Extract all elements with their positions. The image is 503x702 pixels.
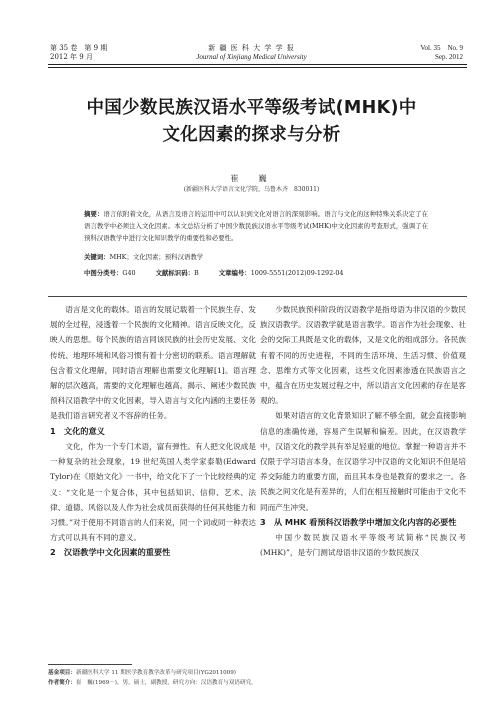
- journal-name-cn: 新 疆 医 科 大 学 学 报: [208, 44, 295, 52]
- author-bio-footnote: [48, 679, 468, 687]
- doc-code-value: B: [193, 269, 199, 277]
- body-paragraph: 中国少数民族汉语水平等级考试简称“民族汉考(MHK)”，是专门测试母语非汉语的少数民族汉: [260, 533, 466, 558]
- abstract-text: 语言依附着文化，从语言及语言的运用中可以认识到文化对语言的深刻影响。语言与文化的这种特殊关系决定了在语言教学中必须注入文化因素。本文总结分析了中国少数民族汉语水平等级考试(MHK)中文化因素的考查形式，强调了在预科汉语教学中进行文化知识教学的重要性和必要性。: [84, 210, 429, 242]
- body-paragraph: 语言是文化的载体。语言的发展记载着一个民族生存、发展的全过程，浸透着一个民族的文化精神。语言反映文化，反映人的思想。每个民族的语言同该民族的社会历史发展、文化传统、地理环境和风俗习惯有着十分密切的联系。语言理解就包含着文化理解，同时语言理解也需要文化理解[1]。语言理解的层次越高，需要的文化理解也越高。揭示、阐述少数民族预科汉语教学中的文化因素，导入语言与文化内涵的主要任务是我们语言研究者义不容辞的任务。: [50, 305, 256, 421]
- document-code: [156, 269, 199, 277]
- volume-issue-en: Vol. 35 No. 9: [420, 44, 463, 52]
- header-right: [420, 44, 463, 62]
- header-rule-thick: [48, 64, 467, 65]
- date-en: Sep. 2012: [435, 53, 463, 61]
- article-title: [0, 95, 503, 149]
- abstract: [84, 208, 428, 244]
- fund-label: 基金项目：: [48, 670, 76, 676]
- bio-label: 作者简介：: [48, 680, 76, 686]
- section-heading-1: 1 文化的意义: [50, 425, 105, 436]
- keywords-text: MHK；文化因素；预科汉语教学: [109, 253, 204, 261]
- volume-issue-cn: 第 35 卷 第 9 期: [50, 44, 108, 52]
- running-header: [0, 0, 503, 74]
- clc-value: G40: [122, 269, 136, 277]
- body-paragraph: 少数民族预科阶段的汉语教学是指母语为非汉语的少数民族汉语教学。汉语教学就是语言教学。语言作为社会现象、社会的交际工具既是文化的载体，又是文化的组成部分。各民族有着不同的历史进程，不同的生活环境、生活习惯、价值观念、思维方式等文化因素，这些文化因素渗透在民族语言之中，蕴含在历史发展过程之中，所以语言文化因素的存在是客观的。: [260, 305, 466, 406]
- clc-code: [84, 269, 136, 277]
- date-cn: 2012 年 9 月: [50, 53, 93, 61]
- classification-line: [84, 268, 428, 277]
- title-line-1: 中国少数民族汉语水平等级考试(MHK)中: [86, 98, 417, 118]
- fund-text: 新疆医科大学 11 期医学教育教学改革与研究项目(YG2011009): [75, 670, 236, 676]
- right-column: [260, 302, 466, 561]
- section-heading-2: 2 汉语教学中文化因素的重要性: [50, 547, 171, 558]
- article-no-value: 1009-5551(2012)09-1292-04: [250, 269, 344, 277]
- author-name: 崔 巍: [230, 174, 273, 183]
- left-column: [50, 302, 256, 561]
- article-number: [219, 269, 344, 277]
- journal-name-en: Journal of Xinjiang Medical University: [196, 53, 307, 61]
- footnote-rule: [48, 664, 132, 665]
- title-line-2: 文化因素的探求与分析: [162, 125, 341, 145]
- author-affiliation: (新疆医科大学语言文化学院，乌鲁木齐 830011): [183, 186, 320, 193]
- fund-footnote: [48, 669, 468, 677]
- article-no-label: 文章编号：: [218, 269, 251, 277]
- clc-label: 中图分类号：: [84, 269, 123, 277]
- header-rule-thin: [48, 67, 467, 68]
- keywords: [84, 252, 428, 261]
- abstract-divider: [48, 296, 467, 297]
- bio-text: 崔 巍(1969－)，男，硕士，副教授，研究方向：汉语教育与双语研究。: [75, 680, 257, 686]
- body-paragraph: 文化，作为一个专门术语，富有弹性。有人把文化说成是一种复杂的社会现象，19 世纪英国人类学家泰勒(Edward Tylor)在《原始文化》一书中，给文化下了一个比较经典的定义：“文化是一个复合体，其中包括知识、信仰、艺术、法律、道德、风俗以及人作为社会成员而获得的任何其他能力和习惯。”对于使用不同语言的人们来说，同一个词或同一种表达方式可以具有不同的意义。: [50, 442, 256, 543]
- section-heading-3: 3 从 MHK 看预科汉语教学中增加文化内容的必要性: [260, 516, 457, 527]
- doc-code-label: 文献标识码：: [155, 269, 194, 277]
- keywords-label: 关键词：: [84, 253, 110, 261]
- body-paragraph: 如果对语言的文化背景知识了解不够全面，就会直接影响信息的准确传递，容易产生误解和偏差。因此，在汉语教学中，汉语文化的教学具有举足轻重的地位。掌握一种语言并不仅限于学习语言本身，在汉语学习中汉语的文化知识不但是培养交际能力的重要方面，而且其本身也是教育的要求之一。各民族之间文化是有差异的，人们在相互接触时可能由于文化不同而产生冲突。: [260, 411, 466, 512]
- abstract-label: 摘要：: [84, 210, 104, 218]
